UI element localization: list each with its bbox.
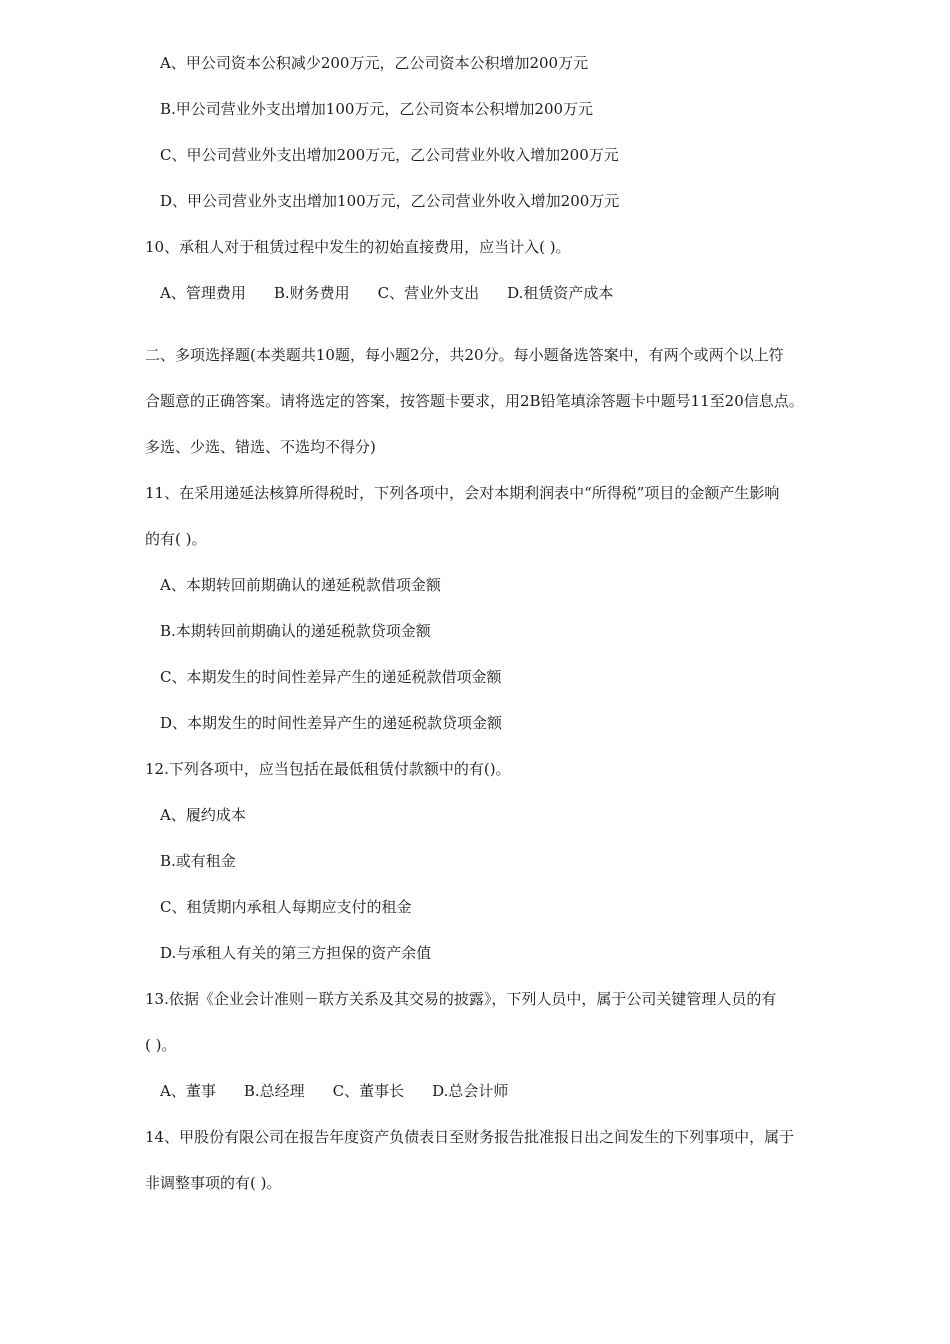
q11-option-c: C、本期发生的时间性差异产生的递延税款借项金额 bbox=[160, 668, 502, 686]
q12-option-a: A、履约成本 bbox=[160, 806, 246, 824]
q13-option-b: B.总经理 bbox=[243, 1082, 305, 1100]
q13-option-c: C、董事长 bbox=[332, 1082, 405, 1100]
q11-stem-line2: 的有( )。 bbox=[145, 530, 207, 548]
section2-heading-line3: 多选、少选、错选、不选均不得分) bbox=[145, 438, 376, 456]
q10-option-a: A、管理费用 bbox=[160, 284, 246, 302]
q9-option-c: C、甲公司营业外支出增加200万元，乙公司营业外收入增加200万元 bbox=[160, 146, 619, 164]
q11-option-b: B.本期转回前期确认的递延税款贷项金额 bbox=[160, 622, 431, 640]
q12-stem: 12.下列各项中，应当包括在最低租赁付款额中的有()。 bbox=[145, 760, 511, 778]
q14-stem-line2: 非调整事项的有( )。 bbox=[145, 1174, 282, 1192]
q13-option-d: D.总会计师 bbox=[432, 1082, 509, 1100]
q10-options bbox=[160, 283, 613, 303]
section2-heading-line1: 二、多项选择题(本类题共10题，每小题2分，共20分。每小题备选答案中，有两个或两个以上符 bbox=[145, 346, 784, 364]
q13-option-a: A、董事 bbox=[160, 1082, 216, 1100]
q10-stem: 10、承租人对于租赁过程中发生的初始直接费用，应当计入( )。 bbox=[145, 238, 571, 256]
q12-option-b: B.或有租金 bbox=[160, 852, 236, 870]
q10-option-b: B.财务费用 bbox=[273, 284, 350, 302]
section2-heading-line2: 合题意的正确答案。请将选定的答案，按答题卡要求，用2B铅笔填涂答题卡中题号11至20信息点。 bbox=[145, 392, 804, 410]
q13-stem-line2: ( )。 bbox=[145, 1036, 177, 1054]
q9-option-d: D、甲公司营业外支出增加100万元，乙公司营业外收入增加200万元 bbox=[160, 192, 620, 210]
q10-option-c: C、营业外支出 bbox=[377, 284, 480, 302]
q14-stem-line1: 14、甲股份有限公司在报告年度资产负债表日至财务报告批准报日出之间发生的下列事项中，属于 bbox=[145, 1128, 795, 1146]
q11-option-d: D、本期发生的时间性差异产生的递延税款贷项金额 bbox=[160, 714, 503, 732]
q9-option-b: B.甲公司营业外支出增加100万元，乙公司资本公积增加200万元 bbox=[160, 100, 594, 118]
q12-option-c: C、租赁期内承租人每期应支付的租金 bbox=[160, 898, 412, 916]
q9-option-a: A、甲公司资本公积减少200万元，乙公司资本公积增加200万元 bbox=[160, 54, 589, 72]
q13-stem-line1: 13.依据《企业会计准则－联方关系及其交易的披露》，下列人员中，属于公司关键管理人员的有 bbox=[145, 990, 777, 1008]
q11-stem-line1: 11、在采用递延法核算所得税时，下列各项中，会对本期利润表中“所得税”项目的金额产生影响 bbox=[145, 484, 780, 502]
q13-options bbox=[160, 1081, 508, 1101]
q10-option-d: D.租赁资产成本 bbox=[507, 284, 614, 302]
q12-option-d: D.与承租人有关的第三方担保的资产余值 bbox=[160, 944, 432, 962]
q11-option-a: A、本期转回前期确认的递延税款借项金额 bbox=[160, 576, 441, 594]
